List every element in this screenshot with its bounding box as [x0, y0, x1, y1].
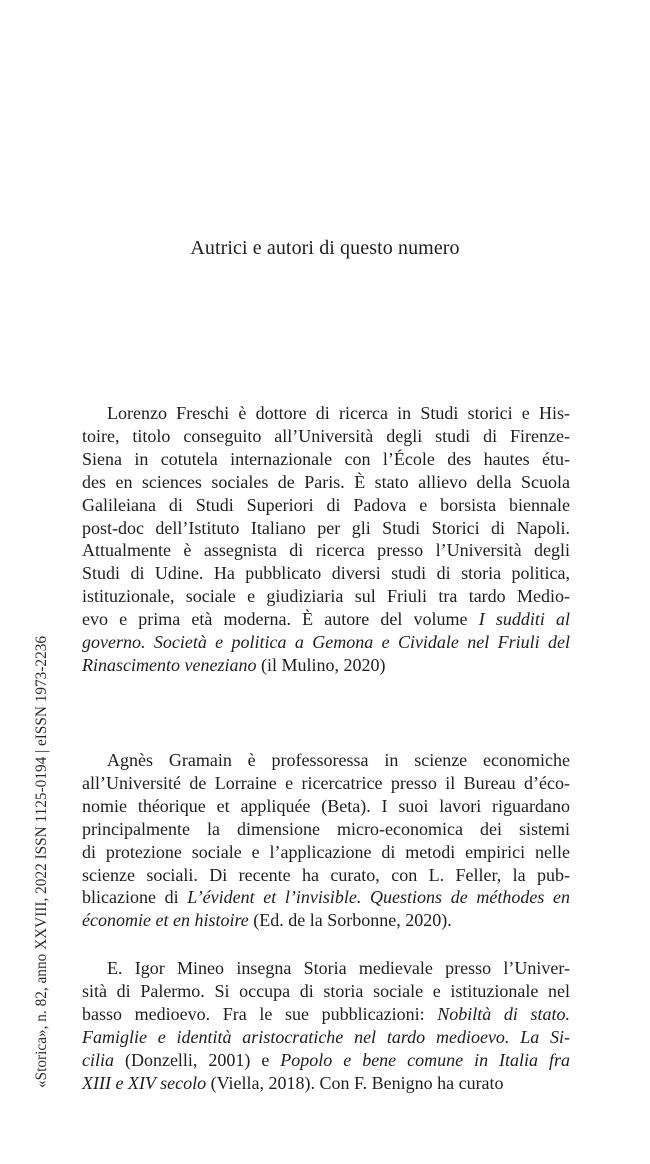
italic-title: Rinascimento veneziano [82, 654, 257, 675]
text-line [82, 517, 570, 540]
text-line [82, 608, 570, 631]
text-segment: post-doc dell’Istituto Italiano per gli Studi Storici di Napoli. [82, 517, 570, 538]
text-segment: istituzionale, sociale e giudiziaria sul Friuli tra tardo Medio- [82, 586, 570, 607]
text-line [82, 957, 570, 980]
text-segment: principalmente la dimensione micro-economica dei sistemi [82, 818, 570, 839]
text-segment: (Ed. de la Sorbonne, 2020). [248, 910, 452, 931]
text-line [82, 425, 570, 448]
italic-title: cilia [82, 1049, 114, 1070]
text-segment: di protezione sociale e l’applicazione di metodi empirici nelle [82, 841, 570, 862]
text-segment: basso medioevo. Fra le sue pubblicazioni: [82, 1003, 438, 1024]
text-line [82, 585, 570, 608]
entry-gramain [82, 749, 570, 932]
text-line [82, 795, 570, 818]
text-segment: evo e prima età moderna. È autore del volume [82, 609, 479, 630]
text-line [82, 772, 570, 795]
text-line [82, 1049, 570, 1072]
entry-freschi [82, 402, 570, 677]
text-segment: Siena in cotutela internazionale con l’École des hautes étu- [82, 448, 570, 469]
text-segment: toire, titolo conseguito all’Università degli studi di Firenze- [82, 425, 570, 446]
text-line [82, 402, 570, 425]
journal-sidebar-citation: «Storica», n. 82, anno XXVIII, 2022 ISSN 1125-0194 | eISSN 1973-2236 [33, 635, 50, 1088]
text-segment: blicazione di [82, 887, 188, 908]
text-line [82, 864, 570, 887]
text-line [82, 448, 570, 471]
text-segment: Studi di Udine. Ha pubblicato diversi studi di storia politica, [82, 563, 570, 584]
text-segment: Agnès Gramain è professoressa in scienze economiche [107, 750, 570, 770]
text-line [82, 654, 570, 677]
text-segment: sità di Palermo. Si occupa di storia sociale e istituzionale nel [82, 980, 570, 1001]
italic-title: governo. Società e politica a Gemona e Cividale nel Friuli del [82, 632, 570, 653]
text-segment: (Viella, 2018). Con F. Benigno ha curato [206, 1072, 504, 1093]
italic-title: I sudditi al [478, 609, 570, 630]
text-segment: (il Mulino, 2020) [256, 654, 386, 675]
text-line [82, 539, 570, 562]
italic-title: L’évident et l’invisible. Questions de méthodes en [187, 887, 570, 908]
text-segment: (Donzelli, 2001) e [114, 1049, 281, 1070]
text-line [82, 749, 570, 772]
text-line [82, 1026, 570, 1049]
text-line [82, 631, 570, 654]
text-line [82, 886, 570, 909]
text-line [82, 562, 570, 585]
italic-title: économie et en histoire [82, 910, 249, 931]
text-segment: scienze sociali. Di recente ha curato, con L. Feller, la pub- [82, 864, 570, 885]
italic-title: Famiglie e identità aristocratiche nel tardo medioevo. La Si- [82, 1026, 570, 1047]
text-segment: Galileiana di Studi Superiori di Padova e borsista biennale [82, 494, 570, 515]
italic-title: XIII e XIV secolo [82, 1072, 207, 1093]
text-line [82, 818, 570, 841]
italic-title: Popolo e bene comune in Italia fra [280, 1049, 570, 1070]
text-segment: nomie théorique et appliquée (Beta). I suoi lavori riguardano [82, 795, 570, 816]
text-segment: all’Université de Lorraine e ricercatrice presso il Bureau d’éco- [82, 772, 570, 793]
text-line [82, 980, 570, 1003]
text-segment: Lorenzo Freschi è dottore di ricerca in Studi storici e His- [107, 403, 570, 423]
text-line [82, 1003, 570, 1026]
text-line [82, 494, 570, 517]
text-line [82, 909, 570, 932]
text-line [82, 1072, 570, 1095]
text-line [82, 841, 570, 864]
text-segment: E. Igor Mineo insegna Storia medievale presso l’Univer- [107, 958, 570, 978]
text-segment: Attualmente è assegnista di ricerca presso l’Università degli [82, 540, 570, 561]
text-line [82, 471, 570, 494]
italic-title: Nobiltà di stato. [437, 1003, 570, 1024]
text-segment: des en sciences sociales de Paris. È stato allievo della Scuola [82, 471, 570, 492]
page-title: Autrici e autori di questo numero [190, 237, 460, 259]
entry-mineo [82, 957, 570, 1094]
